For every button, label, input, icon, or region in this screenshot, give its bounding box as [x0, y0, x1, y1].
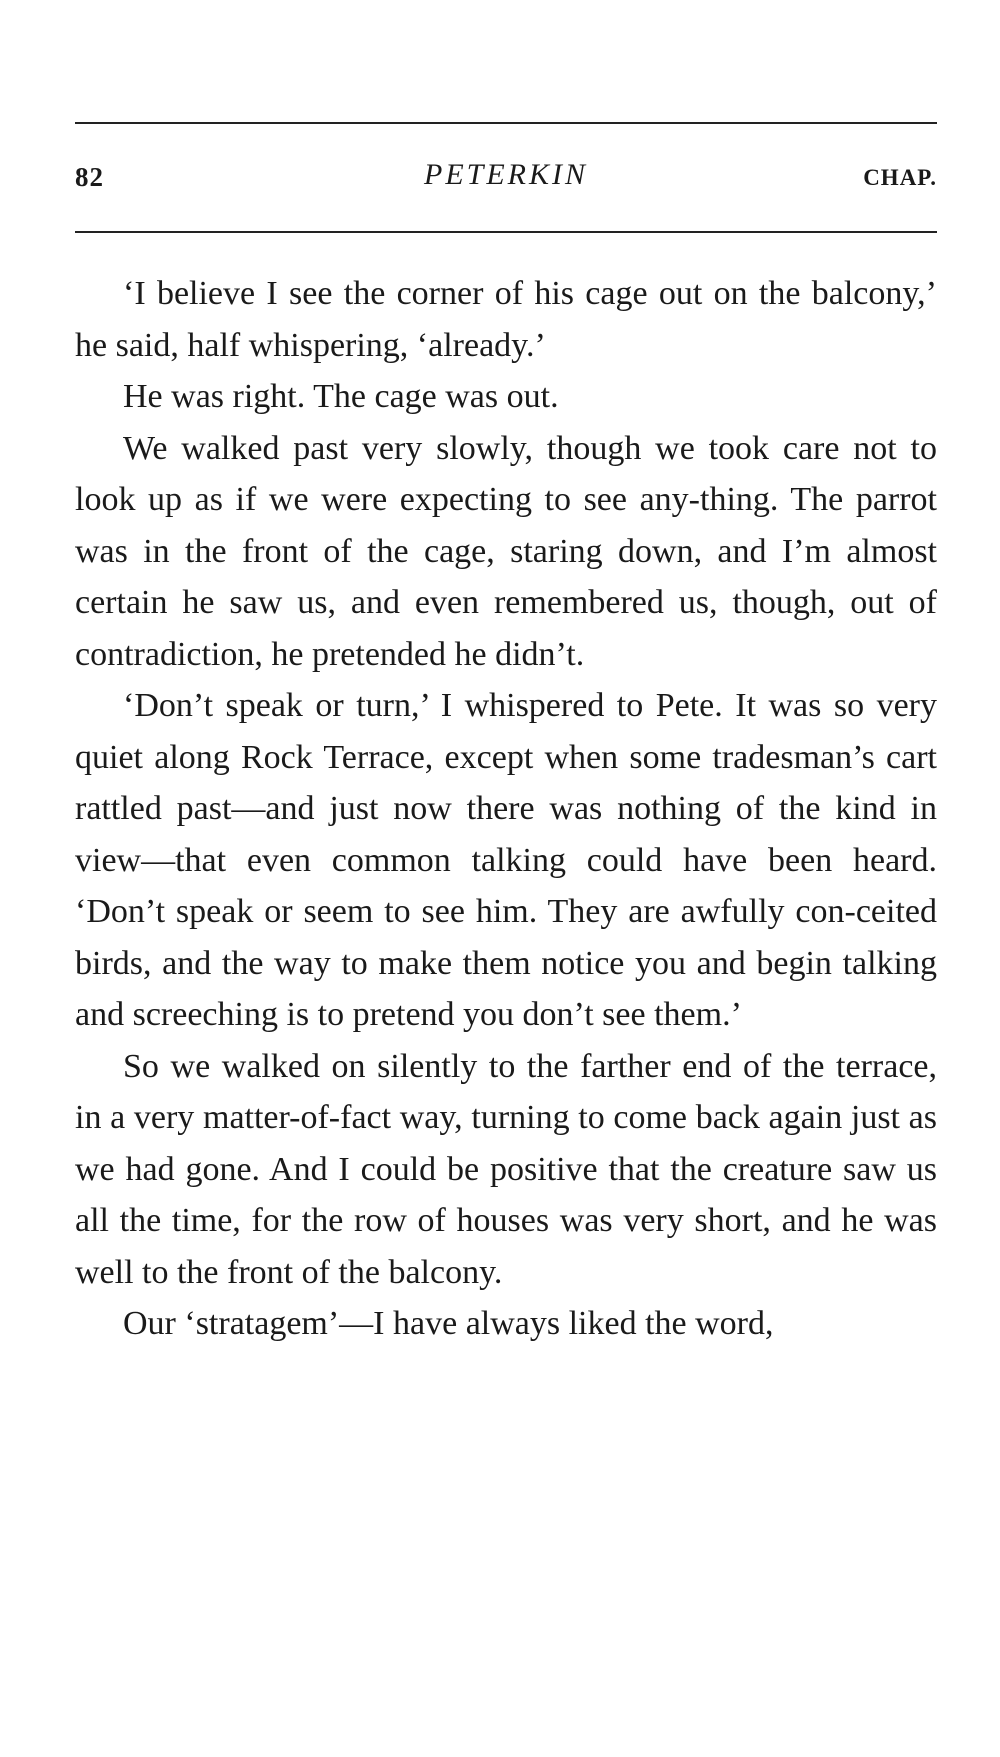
- book-page: [75, 0, 937, 1757]
- paragraph: ‘Don’t speak or turn,’ I whispered to Pete. It was so very quiet along Rock Terrace, except when some tradesman’s cart rattled past—and just now there was nothing of the kind in view—that even common talking could have been heard. ‘Don’t speak or seem to see him. They are awfully con-ceited birds, and the way to make them notice you and begin talking and screeching is to pretend you don’t see them.’: [75, 687, 937, 1033]
- paragraph: So we walked on silently to the farther end of the terrace, in a very matter-of-fact way, turning to come back again just as we had gone. And I could be positive that the creature saw us all the time, for the row of houses was very short, and he was well to the front of the balcony.: [75, 1047, 937, 1291]
- chapter-label: CHAP.: [863, 165, 937, 190]
- header-bottom-rule: [75, 231, 937, 233]
- body-text: [75, 268, 937, 1350]
- page-header: [75, 158, 937, 202]
- paragraph: We walked past very slowly, though we took care not to look up as if we were expecting to see any-thing. The parrot was in the front of the cage, staring down, and I’m almost certain he saw us, and even remembered us, though, out of contradiction, he pretended he didn’t.: [75, 429, 937, 673]
- paragraph: Our ‘stratagem’—I have always liked the word,: [123, 1305, 774, 1342]
- running-title: PETERKIN: [424, 158, 588, 191]
- header-top-rule: [75, 122, 937, 124]
- paragraph: He was right. The cage was out.: [123, 378, 559, 415]
- page-number: 82: [75, 162, 104, 192]
- paragraph: ‘I believe I see the corner of his cage out on the balcony,’ he said, half whispering, ‘already.’: [75, 275, 937, 364]
